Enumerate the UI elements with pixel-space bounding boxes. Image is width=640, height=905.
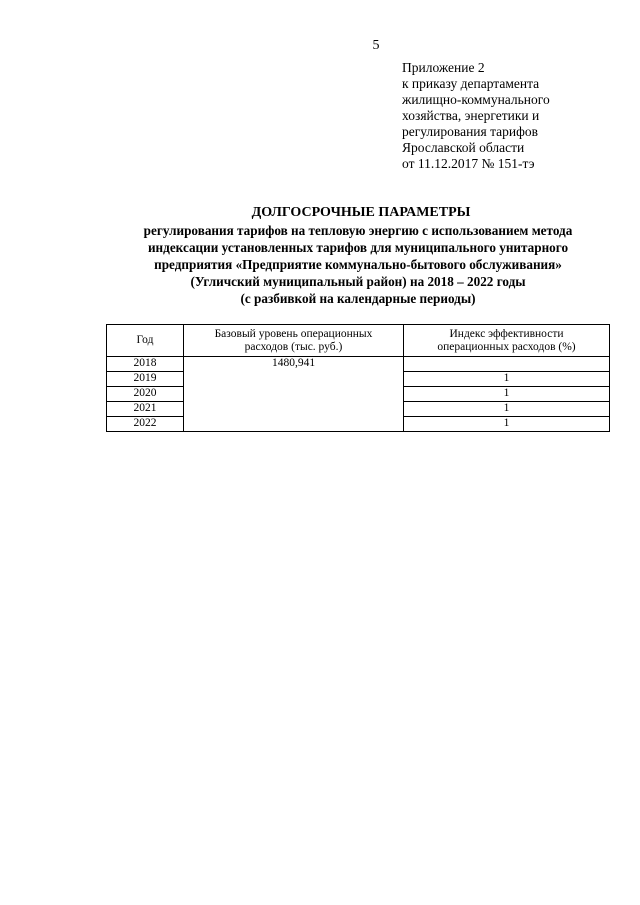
year-cell: 2019 [107, 372, 184, 387]
appendix-line: от 11.12.2017 № 151-тэ [402, 156, 535, 171]
document-title [96, 204, 620, 307]
header-year-label: Год [136, 334, 154, 346]
index-cell: 1 [404, 387, 610, 402]
title-line: (с разбивкой на календарные периоды) [240, 291, 476, 306]
main-title: ДОЛГОСРОЧНЫЕ ПАРАМЕТРЫ [251, 205, 471, 220]
appendix-line: хозяйства, энергетики и [402, 108, 540, 123]
header-year [107, 325, 184, 357]
year-cell: 2018 [107, 357, 184, 372]
title-line: (Угличский муниципальный район) на 2018 – 2022 годы [190, 274, 526, 289]
appendix-line: к приказу департамента [402, 76, 540, 91]
header-index-line: операционных расходов (%) [437, 340, 576, 353]
index-cell: 1 [404, 402, 610, 417]
table-header-row [107, 325, 610, 357]
index-cell [404, 357, 610, 372]
appendix-block [402, 60, 622, 172]
page-number: 5 [372, 38, 380, 53]
index-cell: 1 [404, 417, 610, 432]
appendix-line: жилищно-коммунального [402, 92, 550, 107]
year-cell: 2020 [107, 387, 184, 402]
appendix-line: регулирования тарифов [402, 124, 539, 139]
base-level-cell: 1480,941 [184, 357, 404, 432]
title-line: предприятия «Предприятие коммунально-бытового обслуживания» [154, 257, 562, 272]
index-cell: 1 [404, 372, 610, 387]
header-base-level [184, 325, 404, 357]
appendix-line: Ярославской области [402, 140, 525, 155]
header-base-level-line: расходов (тыс. руб.) [244, 340, 343, 353]
table-row [107, 357, 610, 372]
header-base-level-line: Базовый уровень операционных [214, 327, 373, 340]
year-cell: 2021 [107, 402, 184, 417]
appendix-line: Приложение 2 [402, 60, 485, 75]
parameters-table [106, 324, 610, 432]
header-index [404, 325, 610, 357]
header-index-line: Индекс эффективности [449, 327, 564, 340]
title-line: регулирования тарифов на тепловую энергию с использованием метода [143, 223, 573, 238]
year-cell: 2022 [107, 417, 184, 432]
title-line: индексации установленных тарифов для муниципального унитарного [147, 240, 569, 255]
